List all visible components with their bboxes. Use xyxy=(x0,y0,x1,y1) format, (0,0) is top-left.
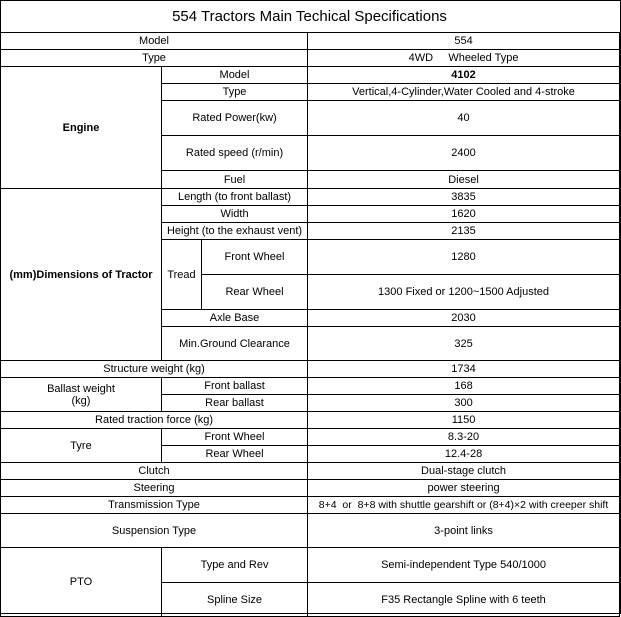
dimensions-group-label: (mm)Dimensions of Tractor xyxy=(1,189,162,361)
steering-value: power steering xyxy=(308,480,620,497)
front-ballast-value: 168 xyxy=(308,378,620,395)
ballast-label-line2: (kg) xyxy=(71,394,91,407)
table-row xyxy=(1,412,620,429)
table-row xyxy=(1,33,620,50)
clutch-value: Dual-stage clutch xyxy=(308,463,620,480)
table-row xyxy=(1,189,620,206)
rated-speed-value: 2400 xyxy=(308,136,620,171)
ballast-label-line1: Ballast weight xyxy=(47,382,115,395)
engine-model-value: 4102 xyxy=(308,67,620,84)
traction-label: Rated traction force (kg) xyxy=(1,412,308,429)
length-label: Length (to front ballast) xyxy=(162,189,308,206)
tyre-front-value: 8.3-20 xyxy=(308,429,620,446)
rated-power-label: Rated Power(kw) xyxy=(162,101,308,136)
table-row xyxy=(1,361,620,378)
axle-base-value: 2030 xyxy=(308,310,620,327)
spline-size-label: Spline Size xyxy=(162,583,308,617)
fuel-value: Diesel xyxy=(308,171,620,189)
front-ballast-label: Front ballast xyxy=(162,378,308,395)
model-label: Model xyxy=(1,33,308,50)
rated-power-value: 40 xyxy=(308,101,620,136)
length-value: 3835 xyxy=(308,189,620,206)
engine-type-value: Vertical,4-Cylinder,Water Cooled and 4-stroke xyxy=(308,84,620,101)
page-title: 554 Tractors Main Techical Specifications xyxy=(1,1,618,33)
tyre-rear-value: 12.4-28 xyxy=(308,446,620,463)
table-row xyxy=(1,548,620,583)
ground-clearance-value: 325 xyxy=(308,327,620,361)
rear-ballast-value: 300 xyxy=(308,395,620,412)
table-row xyxy=(1,429,620,446)
tread-label: Tread xyxy=(162,240,202,310)
structure-weight-value: 1734 xyxy=(308,361,620,378)
tread-rear-label: Rear Wheel xyxy=(202,275,308,310)
tread-front-value: 1280 xyxy=(308,240,620,275)
tyre-rear-label: Rear Wheel xyxy=(162,446,308,463)
type-value: 4WD Wheeled Type xyxy=(308,50,620,67)
model-value: 554 xyxy=(308,33,620,50)
height-value: 2135 xyxy=(308,223,620,240)
spline-size-value: F35 Rectangle Spline with 6 teeth xyxy=(308,583,620,617)
suspension-value: 3-point links xyxy=(308,514,620,548)
table-row xyxy=(1,497,620,514)
table-row xyxy=(1,378,620,395)
pto-type-value: Semi-independent Type 540/1000 xyxy=(308,548,620,583)
axle-base-label: Axle Base xyxy=(162,310,308,327)
clutch-label: Clutch xyxy=(1,463,308,480)
pto-type-label: Type and Rev xyxy=(162,548,308,583)
engine-type-label: Type xyxy=(162,84,308,101)
pto-group-label: PTO xyxy=(1,548,162,617)
traction-value: 1150 xyxy=(308,412,620,429)
fuel-label: Fuel xyxy=(162,171,308,189)
width-label: Width xyxy=(162,206,308,223)
steering-label: Steering xyxy=(1,480,308,497)
rear-ballast-label: Rear ballast xyxy=(162,395,308,412)
ground-clearance-label: Min.Ground Clearance xyxy=(162,327,308,361)
width-value: 1620 xyxy=(308,206,620,223)
table-row xyxy=(1,67,620,84)
rated-speed-label: Rated speed (r/min) xyxy=(162,136,308,171)
transmission-value: 8+4 or 8+8 with shuttle gearshift or (8+4)×2 with creeper shift xyxy=(308,497,620,514)
type-label: Type xyxy=(1,50,308,67)
engine-group-label: Engine xyxy=(1,67,162,189)
tyre-group-label: Tyre xyxy=(1,429,162,463)
tread-front-label: Front Wheel xyxy=(202,240,308,275)
suspension-label: Suspension Type xyxy=(1,514,308,548)
table-row xyxy=(1,463,620,480)
spec-table xyxy=(0,32,620,617)
table-row xyxy=(1,514,620,548)
height-label: Height (to the exhaust vent) xyxy=(162,223,308,240)
tyre-front-label: Front Wheel xyxy=(162,429,308,446)
table-row xyxy=(1,50,620,67)
transmission-label: Transmission Type xyxy=(1,497,308,514)
engine-model-label: Model xyxy=(162,67,308,84)
structure-weight-label: Structure weight (kg) xyxy=(1,361,308,378)
table-row xyxy=(1,480,620,497)
tread-rear-value: 1300 Fixed or 1200~1500 Adjusted xyxy=(308,275,620,310)
ballast-group-label xyxy=(1,378,162,412)
